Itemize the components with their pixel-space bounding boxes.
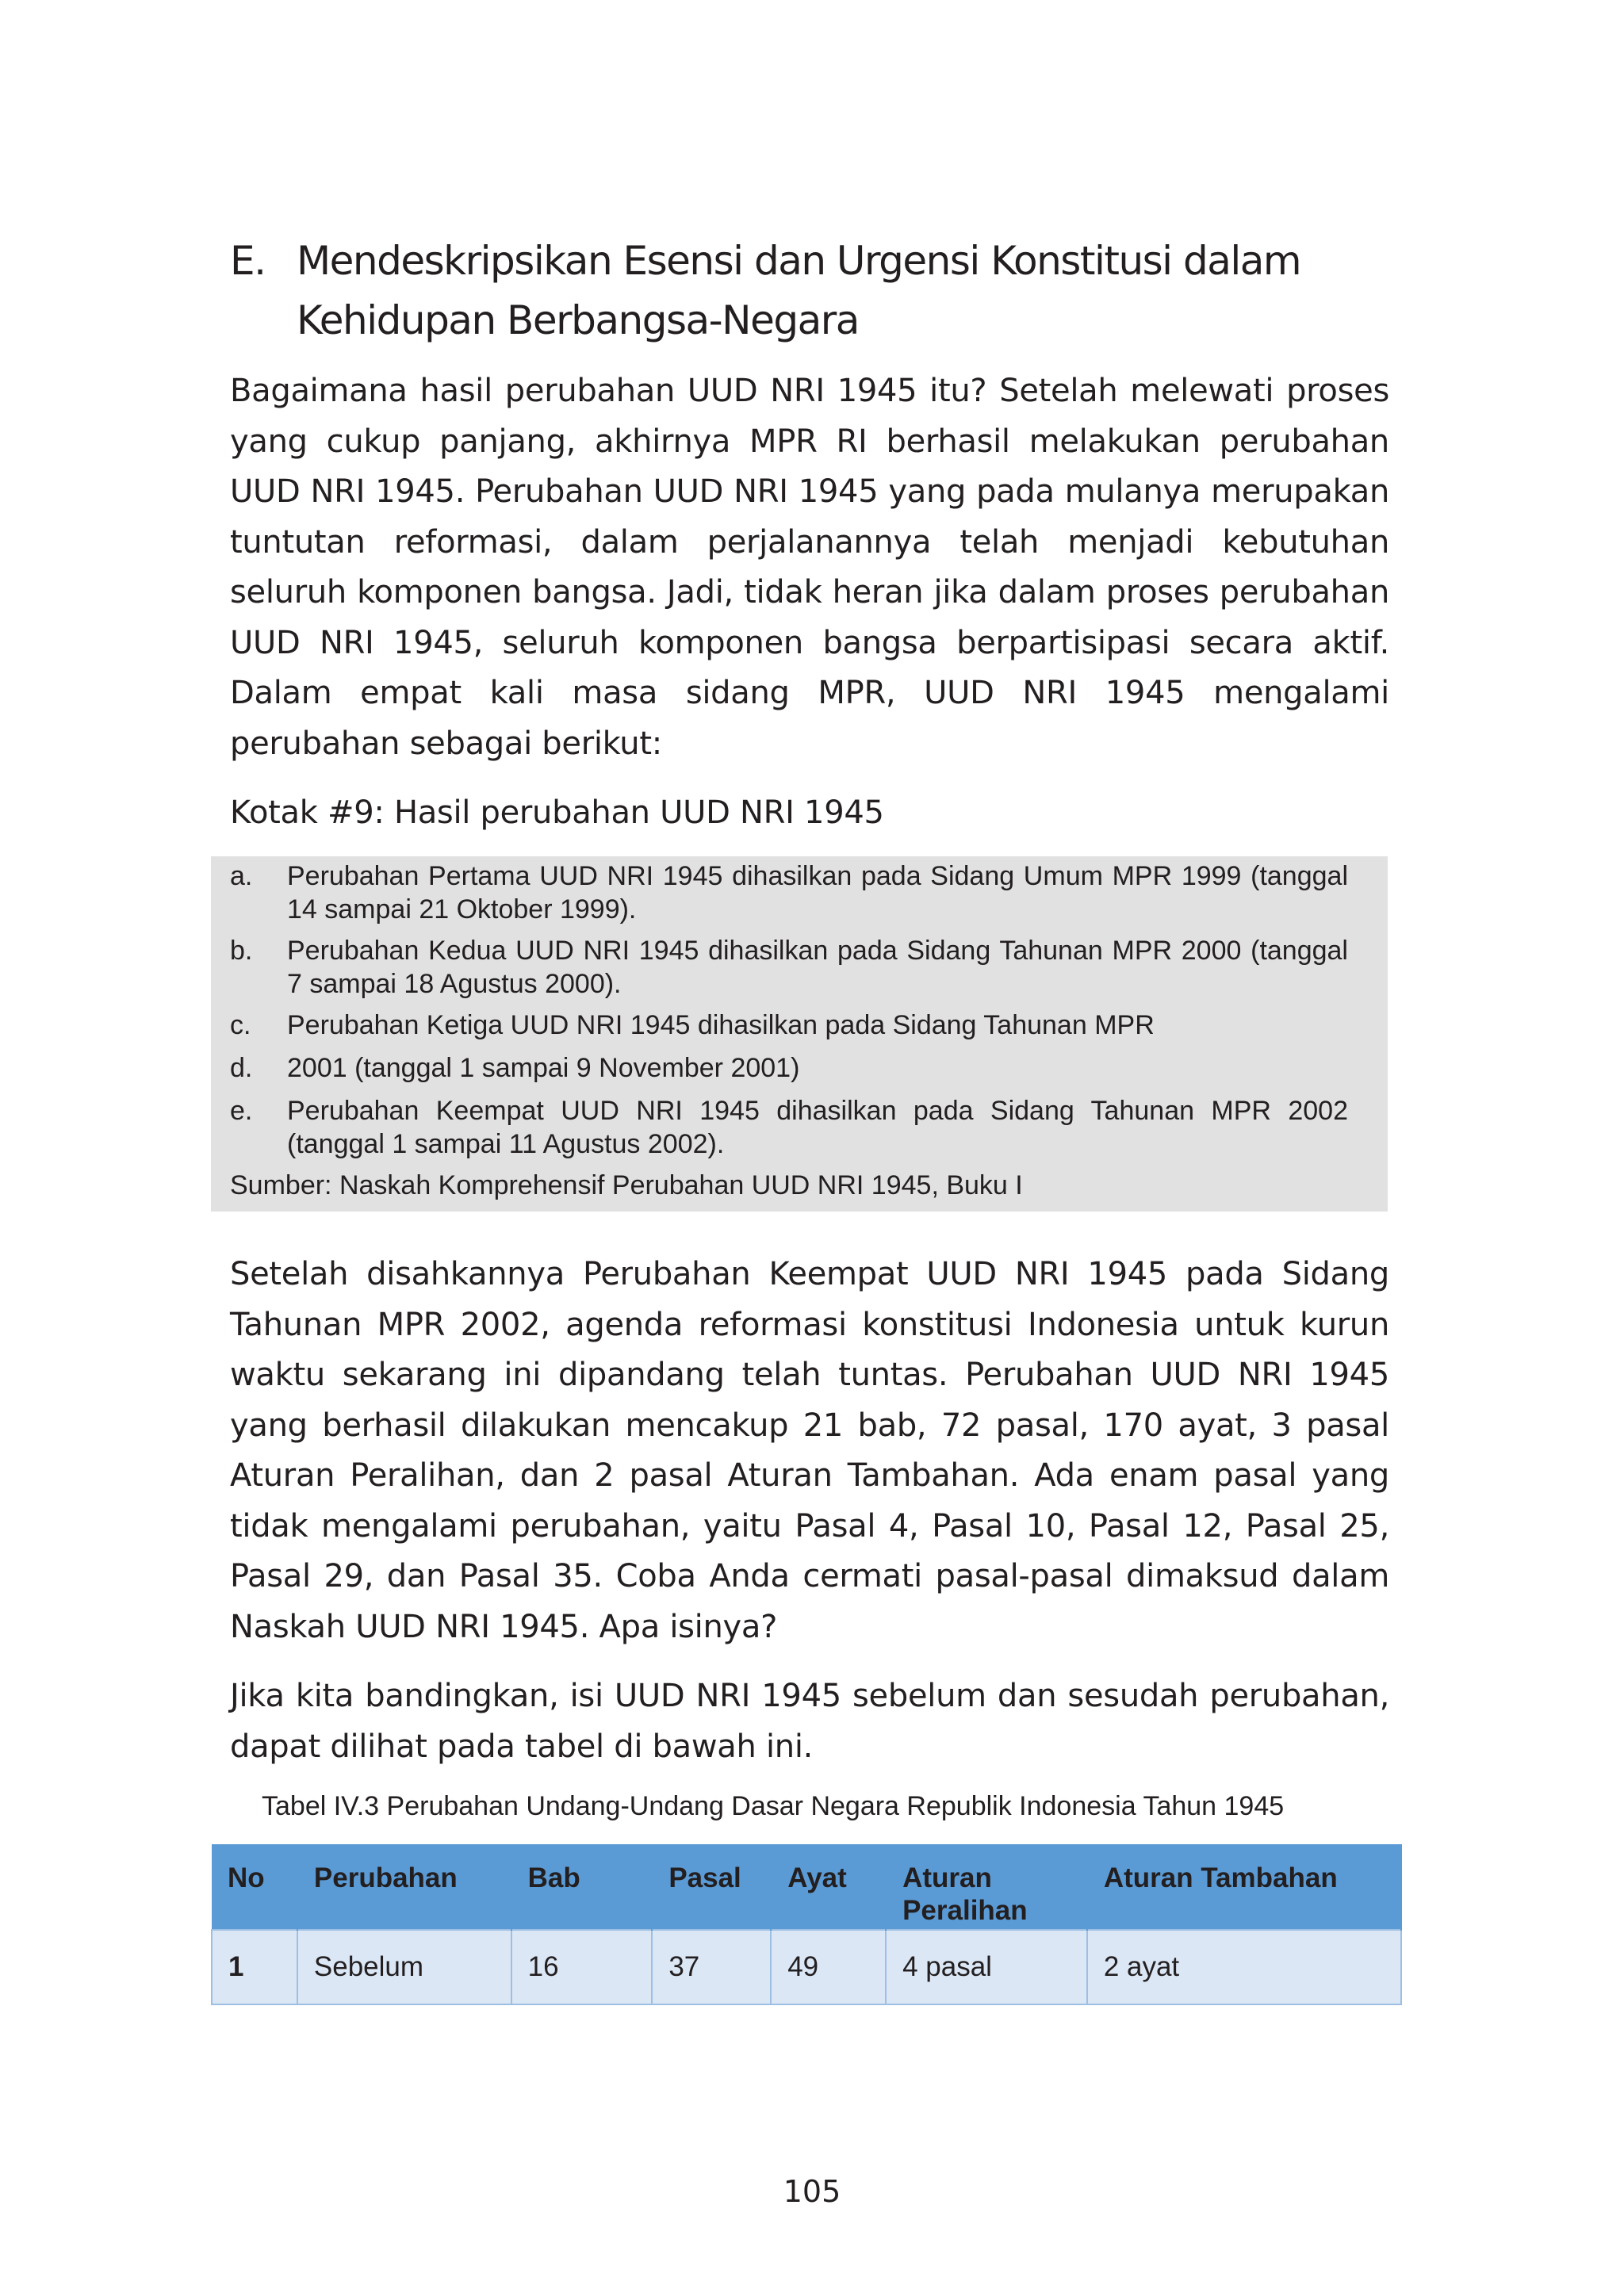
page-number: 105 bbox=[783, 2174, 841, 2209]
column-header-no: No bbox=[212, 1844, 297, 1930]
column-header-aturan-peralihan: Aturan Peralihan bbox=[886, 1844, 1087, 1930]
table-cell-aturan-peralihan: 4 pasal bbox=[886, 1930, 1087, 2004]
body-paragraph: Jika kita bandingkan, isi UUD NRI 1945 sebelum dan sesudah perubahan, dapat dilihat pada tabel di bawah ini. bbox=[230, 1678, 1389, 1765]
column-header-aturan-tambahan: Aturan Tambahan bbox=[1087, 1844, 1401, 1930]
column-header-pasal: Pasal bbox=[652, 1844, 771, 1930]
table-cell-aturan-tambahan: 2 ayat bbox=[1087, 1930, 1401, 2004]
table-cell-no: 1 bbox=[212, 1930, 297, 2004]
box-item-label: d. bbox=[230, 1053, 253, 1083]
table-header-row bbox=[212, 1844, 1401, 1930]
box-item-text: Perubahan Ketiga UUD NRI 1945 dihasilkan pada Sidang Tahunan MPR bbox=[287, 1010, 1155, 1040]
section-letter: E. bbox=[230, 238, 266, 284]
table-row bbox=[212, 1930, 1401, 2004]
table-title: Tabel IV.3 Perubahan Undang-Undang Dasar Negara Republik Indonesia Tahun 1945 bbox=[262, 1791, 1285, 1821]
column-header-ayat: Ayat bbox=[771, 1844, 886, 1930]
column-header-perubahan: Perubahan bbox=[297, 1844, 511, 1930]
section-title: Mendeskripsikan Esensi dan Urgensi Konstitusi dalam Kehidupan Berbangsa-Negara bbox=[297, 238, 1301, 343]
box-item-text: Perubahan Kedua UUD NRI 1945 dihasilkan pada Sidang Tahunan MPR 2000 (tanggal 7 sampai 18 Agustus 2000). bbox=[287, 936, 1348, 999]
box-item-label: e. bbox=[230, 1096, 253, 1126]
box-source: Sumber: Naskah Komprehensif Perubahan UUD NRI 1945, Buku I bbox=[230, 1170, 1023, 1200]
box-item-text: 2001 (tanggal 1 sampai 9 November 2001) bbox=[287, 1053, 800, 1083]
table-cell-ayat: 49 bbox=[771, 1930, 886, 2004]
table-cell-perubahan: Sebelum bbox=[297, 1930, 511, 2004]
body-paragraph: Setelah disahkannya Perubahan Keempat UUD NRI 1945 pada Sidang Tahunan MPR 2002, agenda reformasi konstitusi Indonesia untuk kurun waktu sekarang ini dipandang telah tuntas. Perubahan UUD NRI 1945 yang berhasil dilakukan mencakup 21 bab, 72 pasal, 170 ayat, 3 pasal Aturan Peralihan, dan 2 pasal Aturan Tambahan. Ada enam pasal yang tidak mengalami perubahan, yaitu Pasal 4, Pasal 10, Pasal 12, Pasal 25, Pasal 29, dan Pasal 35. Coba Anda cermati pasal-pasal dimaksud dalam Naskah UUD NRI 1945. Apa isinya? bbox=[230, 1256, 1389, 1645]
box-item-text: Perubahan Pertama UUD NRI 1945 dihasilkan pada Sidang Umum MPR 1999 (tanggal 14 sampai 21 Oktober 1999). bbox=[287, 861, 1348, 924]
box-item-label: c. bbox=[230, 1010, 251, 1040]
info-box bbox=[211, 856, 1388, 1212]
box-item-label: a. bbox=[230, 861, 253, 891]
box-item-label: b. bbox=[230, 936, 253, 966]
box-item-text: Perubahan Keempat UUD NRI 1945 dihasilkan pada Sidang Tahunan MPR 2002 (tanggal 1 sampai 11 Agustus 2002). bbox=[287, 1096, 1348, 1159]
box-caption: Kotak #9: Hasil perubahan UUD NRI 1945 bbox=[230, 794, 884, 831]
column-header-bab: Bab bbox=[511, 1844, 653, 1930]
amendment-table bbox=[211, 1844, 1402, 2005]
table-cell-bab: 16 bbox=[511, 1930, 653, 2004]
intro-paragraph: Bagaimana hasil perubahan UUD NRI 1945 itu? Setelah melewati proses yang cukup panjang, akhirnya MPR RI berhasil melakukan perubahan UUD NRI 1945. Perubahan UUD NRI 1945 yang pada mulanya merupakan tuntutan reformasi, dalam perjalanannya telah menjadi kebutuhan seluruh komponen bangsa. Jadi, tidak heran jika dalam proses perubahan UUD NRI 1945, seluruh komponen bangsa berpartisipasi secara aktif. Dalam empat kali masa sidang MPR, UUD NRI 1945 mengalami perubahan sebagai berikut: bbox=[230, 373, 1389, 762]
table-cell-pasal: 37 bbox=[652, 1930, 771, 2004]
